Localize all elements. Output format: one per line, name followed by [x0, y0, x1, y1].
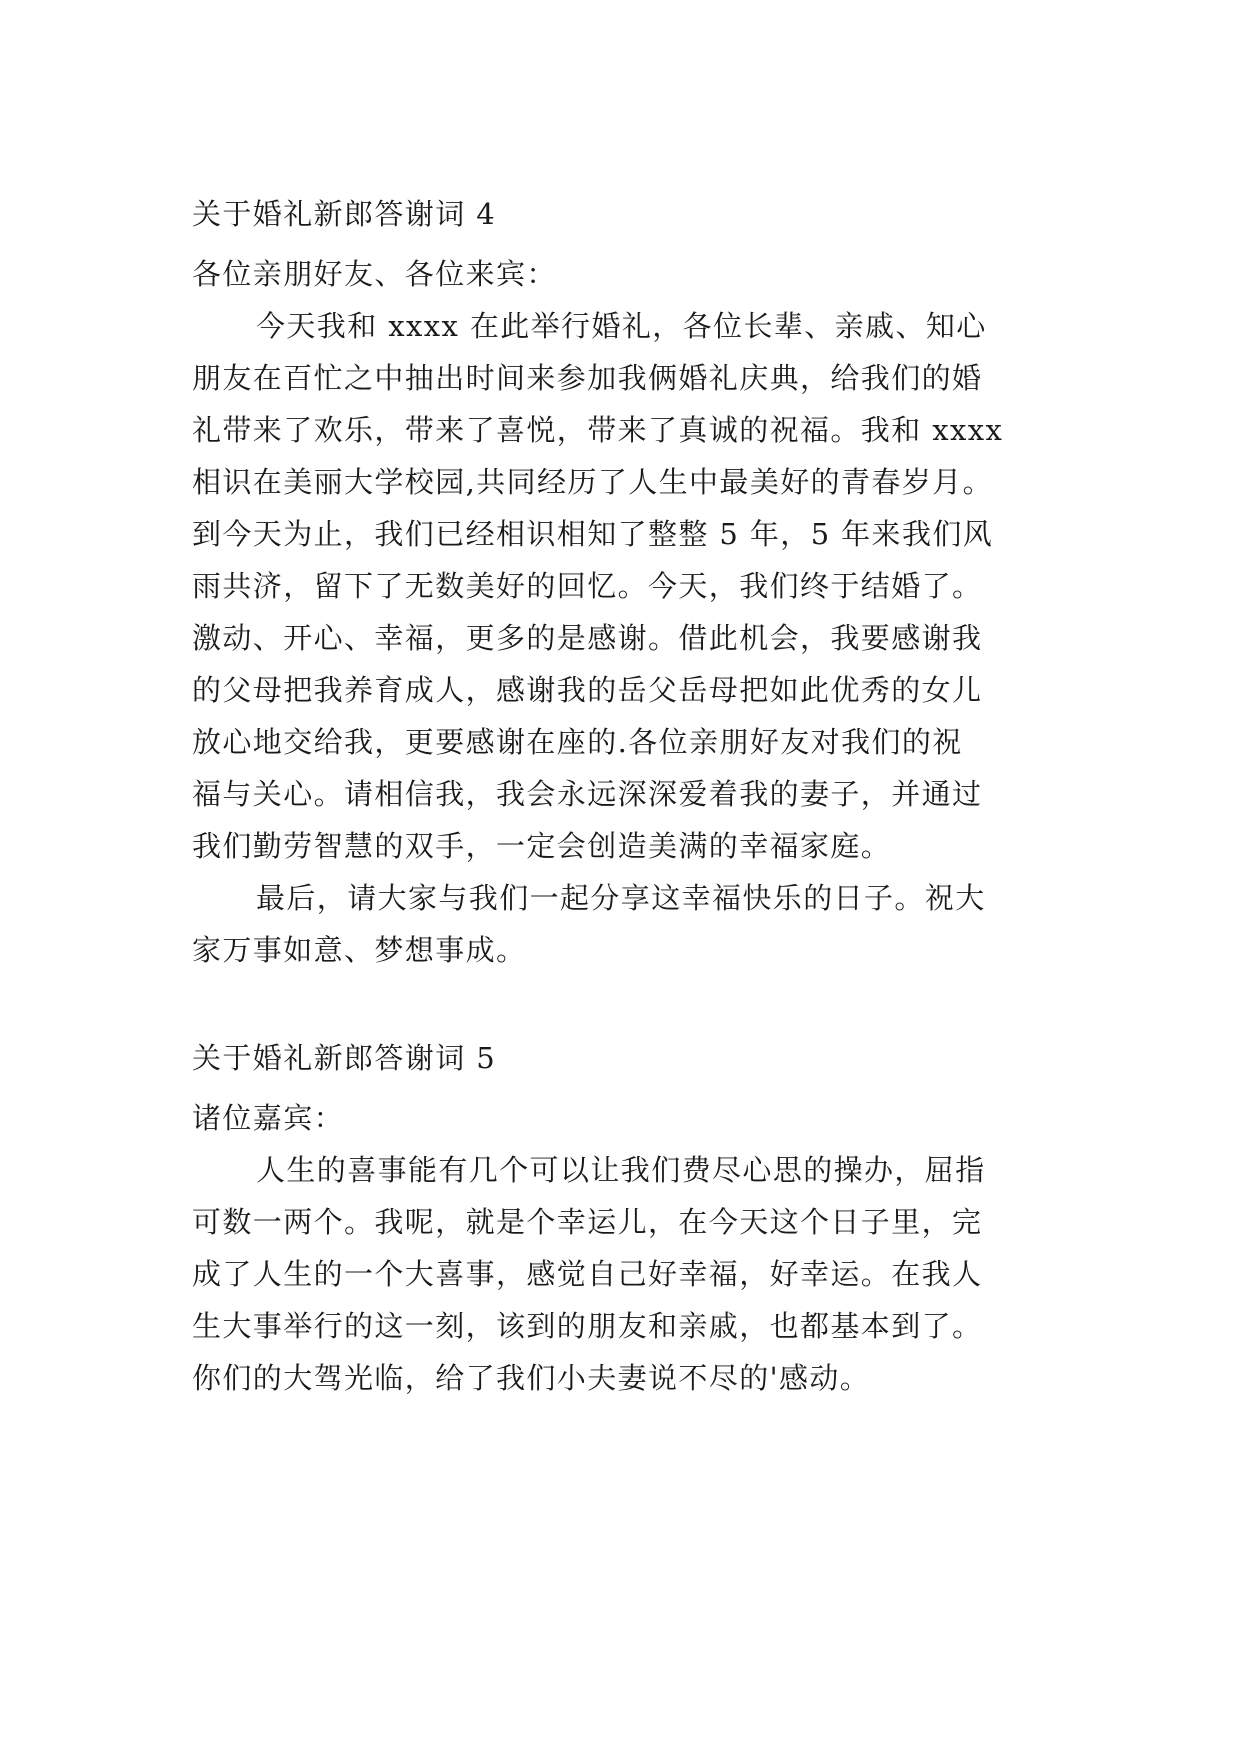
salutation: 诸位嘉宾： — [192, 1101, 345, 1135]
salutation: 各位亲朋好友、各位来宾： — [192, 257, 557, 291]
paragraph-line: 成了人生的一个大喜事，感觉自己好幸福，好幸运。在我人 — [192, 1257, 983, 1291]
paragraph-line: 激动、开心、幸福，更多的是感谢。借此机会，我要感谢我 — [192, 621, 983, 655]
paragraph-line: 家万事如意、梦想事成。 — [192, 933, 527, 967]
paragraph-line: 可数一两个。我呢，就是个幸运儿，在今天这个日子里，完 — [192, 1205, 983, 1239]
paragraph-line: 最后，请大家与我们一起分享这幸福快乐的日子。祝大 — [256, 881, 986, 915]
paragraph-line: 生大事举行的这一刻，该到的朋友和亲戚，也都基本到了。 — [192, 1309, 983, 1343]
paragraph-line: 礼带来了欢乐，带来了喜悦，带来了真诚的祝福。我和 xxxx — [192, 413, 1004, 447]
paragraph-line: 人生的喜事能有几个可以让我们费尽心思的操办，屈指 — [256, 1153, 986, 1187]
paragraph-line: 朋友在百忙之中抽出时间来参加我俩婚礼庆典，给我们的婚 — [192, 361, 983, 395]
paragraph-line: 福与关心。请相信我，我会永远深深爱着我的妻子，并通过 — [192, 777, 983, 811]
paragraph-line: 你们的大驾光临，给了我们小夫妻说不尽的'感动。 — [192, 1361, 871, 1395]
paragraph-line: 到今天为止，我们已经相识相知了整整 5 年，5 年来我们风 — [192, 517, 994, 551]
paragraph-line: 的父母把我养育成人，感谢我的岳父岳母把如此优秀的女儿 — [192, 673, 983, 707]
section-title: 关于婚礼新郎答谢词 4 — [192, 197, 497, 231]
section-title: 关于婚礼新郎答谢词 5 — [192, 1041, 497, 1075]
paragraph-line: 放心地交给我，更要感谢在座的.各位亲朋好友对我们的祝 — [192, 725, 963, 759]
paragraph-line: 相识在美丽大学校园,共同经历了人生中最美好的青春岁月。 — [192, 465, 994, 499]
paragraph-line: 雨共济，留下了无数美好的回忆。今天，我们终于结婚了。 — [192, 569, 983, 603]
paragraph-line: 我们勤劳智慧的双手，一定会创造美满的幸福家庭。 — [192, 829, 892, 863]
paragraph-line: 今天我和 xxxx 在此举行婚礼，各位长辈、亲戚、知心 — [256, 309, 987, 343]
